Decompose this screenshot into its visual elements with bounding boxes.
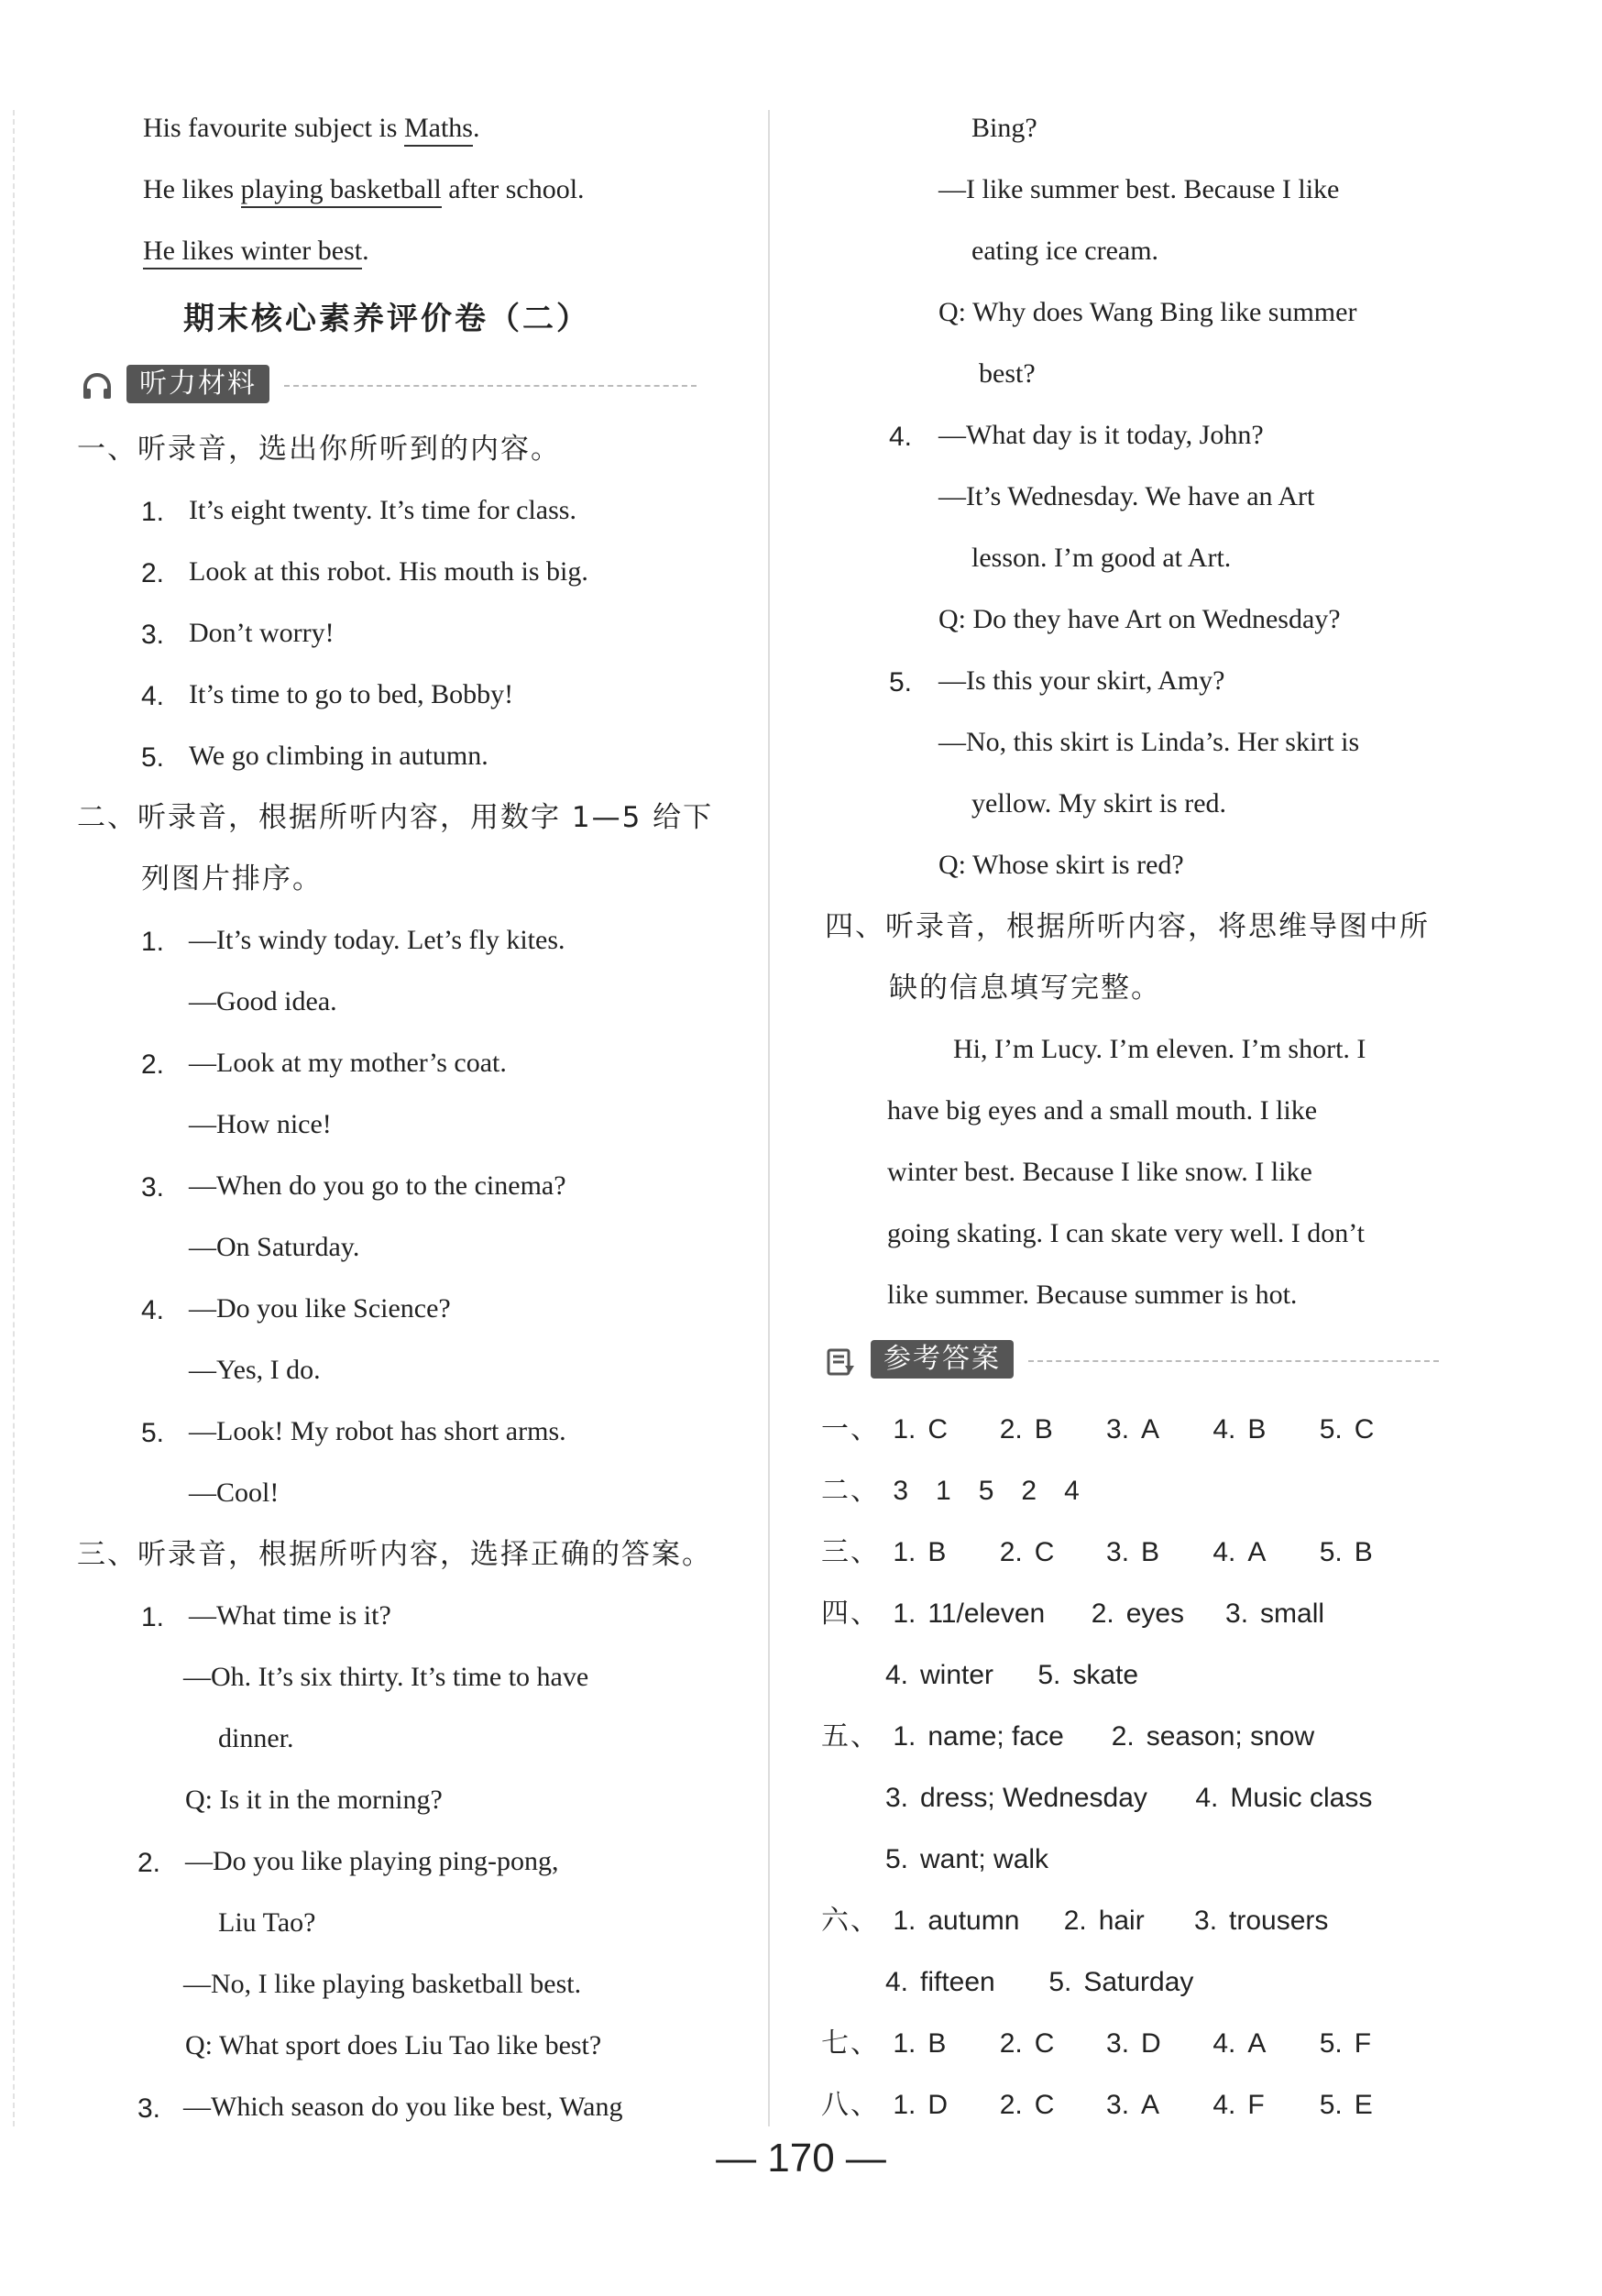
list-item: We go climbing in autumn.	[189, 741, 488, 771]
answer-row-3: 三、 1. B 2. C 3. B 4. A 5. B	[821, 1536, 1373, 1568]
item-number: 3.	[141, 620, 165, 650]
dialogue-line: —What day is it today, John?	[938, 420, 1264, 450]
question-line: Q: Whose skirt is red?	[938, 850, 1184, 880]
dialogue-line: —It’s windy today. Let’s fly kites.	[189, 925, 565, 955]
passage-line: Hi, I’m Lucy. I’m eleven. I’m short. I	[953, 1034, 1366, 1064]
dialogue-line: —Look! My robot has short arms.	[189, 1416, 566, 1446]
left-margin-rule	[13, 110, 15, 2126]
dialogue-line: eating ice cream.	[971, 236, 1159, 266]
item-number: 2.	[141, 558, 165, 588]
dashed-rule	[1028, 1360, 1439, 1362]
dialogue-line: —When do you go to the cinema?	[189, 1170, 566, 1201]
item-number: 4.	[889, 422, 913, 452]
dialogue-line: —Cool!	[189, 1478, 280, 1508]
page-number: — 170 —	[716, 2136, 886, 2181]
dialogue-line: —No, I like playing basketball best.	[183, 1969, 582, 1999]
dialogue-line: —Do you like playing ping-pong,	[185, 1846, 559, 1876]
item-number: 2.	[141, 1049, 165, 1080]
passage-line: winter best. Because I like snow. I like	[887, 1157, 1312, 1187]
answer-row-6-cont: 4. fifteen 5. Saturday	[885, 1967, 1194, 1997]
underlined-answer: Maths	[404, 113, 473, 147]
book-icon	[825, 1346, 858, 1379]
answer-row-8: 八、 1. D 2. C 3. A 4. F 5. E	[821, 2089, 1373, 2121]
question-line: Q: Is it in the morning?	[185, 1785, 443, 1815]
list-item: Look at this robot. His mouth is big.	[189, 556, 588, 587]
answer-row-5-cont2: 5. want; walk	[885, 1844, 1049, 1874]
passage-line: going skating. I can skate very well. I don’t	[887, 1218, 1365, 1248]
section-3-heading: 三、听录音，根据所听内容，选择正确的答案。	[77, 1538, 712, 1571]
item-number: 1.	[141, 927, 165, 957]
dialogue-line: Liu Tao?	[218, 1907, 316, 1938]
item-number: 5.	[889, 667, 913, 698]
headphones-icon	[81, 370, 114, 403]
section-1-heading: 一、听录音，选出你所听到的内容。	[77, 433, 561, 466]
top-line-3: He likes winter best.	[143, 233, 369, 269]
answer-row-2: 二、 3 1 5 2 4	[821, 1475, 1080, 1507]
answer-row-4: 四、 1. 11/eleven 2. eyes 3. small	[821, 1598, 1325, 1630]
item-number: 3.	[141, 1172, 165, 1203]
item-number: 2.	[137, 1848, 161, 1878]
passage-line: have big eyes and a small mouth. I like	[887, 1095, 1318, 1126]
section-2-heading-cont: 列图片排序。	[141, 862, 323, 895]
dialogue-line: —Do you like Science?	[189, 1293, 451, 1324]
passage-line: like summer. Because summer is hot.	[887, 1280, 1298, 1310]
answer-row-4-cont: 4. winter 5. skate	[885, 1660, 1139, 1690]
dialogue-line: lesson. I’m good at Art.	[971, 543, 1232, 573]
top-line-1: His favourite subject is Maths.	[143, 110, 479, 147]
dialogue-line: Bing?	[971, 113, 1037, 143]
dialogue-line: —Look at my mother’s coat.	[189, 1048, 507, 1078]
dialogue-line: —Good idea.	[189, 986, 337, 1016]
dialogue-line: —Which season do you like best, Wang	[183, 2092, 623, 2122]
answer-row-7: 七、 1. B 2. C 3. D 4. A 5. F	[821, 2027, 1372, 2060]
dialogue-line: —How nice!	[189, 1109, 332, 1139]
exam-title: 期末核心素养评价卷（二）	[183, 301, 590, 337]
list-item: It’s eight twenty. It’s time for class.	[189, 495, 576, 525]
dashed-rule	[284, 385, 697, 387]
answer-row-1: 一、 1. C 2. B 3. A 4. B 5. C	[821, 1413, 1375, 1445]
dialogue-line: —It’s Wednesday. We have an Art	[938, 481, 1315, 511]
dialogue-line: —I like summer best. Because I like	[938, 174, 1340, 204]
list-item: It’s time to go to bed, Bobby!	[189, 679, 514, 709]
answer-row-5: 五、 1. name; face 2. season; snow	[821, 1720, 1315, 1752]
dialogue-line: —Is this your skirt, Amy?	[938, 665, 1225, 696]
dialogue-line: dinner.	[218, 1723, 294, 1753]
list-item: Don’t worry!	[189, 618, 335, 648]
underlined-answer: He likes winter best	[143, 236, 362, 269]
section-2-heading: 二、听录音，根据所听内容，用数字 1—5 给下	[77, 801, 714, 834]
item-number: 4.	[141, 681, 165, 711]
column-divider	[768, 110, 770, 2126]
item-number: 1.	[141, 1602, 165, 1632]
item-number: 4.	[141, 1295, 165, 1325]
section-4-heading: 四、听录音，根据所听内容，将思维导图中所	[825, 910, 1430, 943]
answer-row-6: 六、 1. autumn 2. hair 3. trousers	[821, 1905, 1329, 1937]
item-number: 5.	[141, 742, 165, 773]
question-line: Q: What sport does Liu Tao like best?	[185, 2030, 602, 2060]
item-number: 1.	[141, 497, 165, 527]
item-number: 3.	[137, 2093, 161, 2124]
section-4-heading-cont: 缺的信息填写完整。	[889, 972, 1161, 1005]
dialogue-line: —Yes, I do.	[189, 1355, 321, 1385]
question-line: best?	[979, 358, 1036, 389]
dialogue-line: —On Saturday.	[189, 1232, 360, 1262]
dialogue-line: yellow. My skirt is red.	[971, 788, 1227, 818]
question-line: Q: Why does Wang Bing like summer	[938, 297, 1357, 327]
answer-row-5-cont: 3. dress; Wednesday 4. Music class	[885, 1783, 1373, 1813]
dialogue-line: —Oh. It’s six thirty. It’s time to have	[183, 1662, 589, 1692]
dialogue-line: —No, this skirt is Linda’s. Her skirt is	[938, 727, 1360, 757]
item-number: 5.	[141, 1418, 165, 1448]
dialogue-line: —What time is it?	[189, 1600, 391, 1631]
listening-material-tag: 听力材料	[126, 365, 269, 403]
reference-answer-tag: 参考答案	[871, 1340, 1014, 1379]
underlined-answer: playing basketball	[241, 174, 442, 208]
question-line: Q: Do they have Art on Wednesday?	[938, 604, 1341, 634]
top-line-2: He likes playing basketball after school.	[143, 171, 585, 208]
